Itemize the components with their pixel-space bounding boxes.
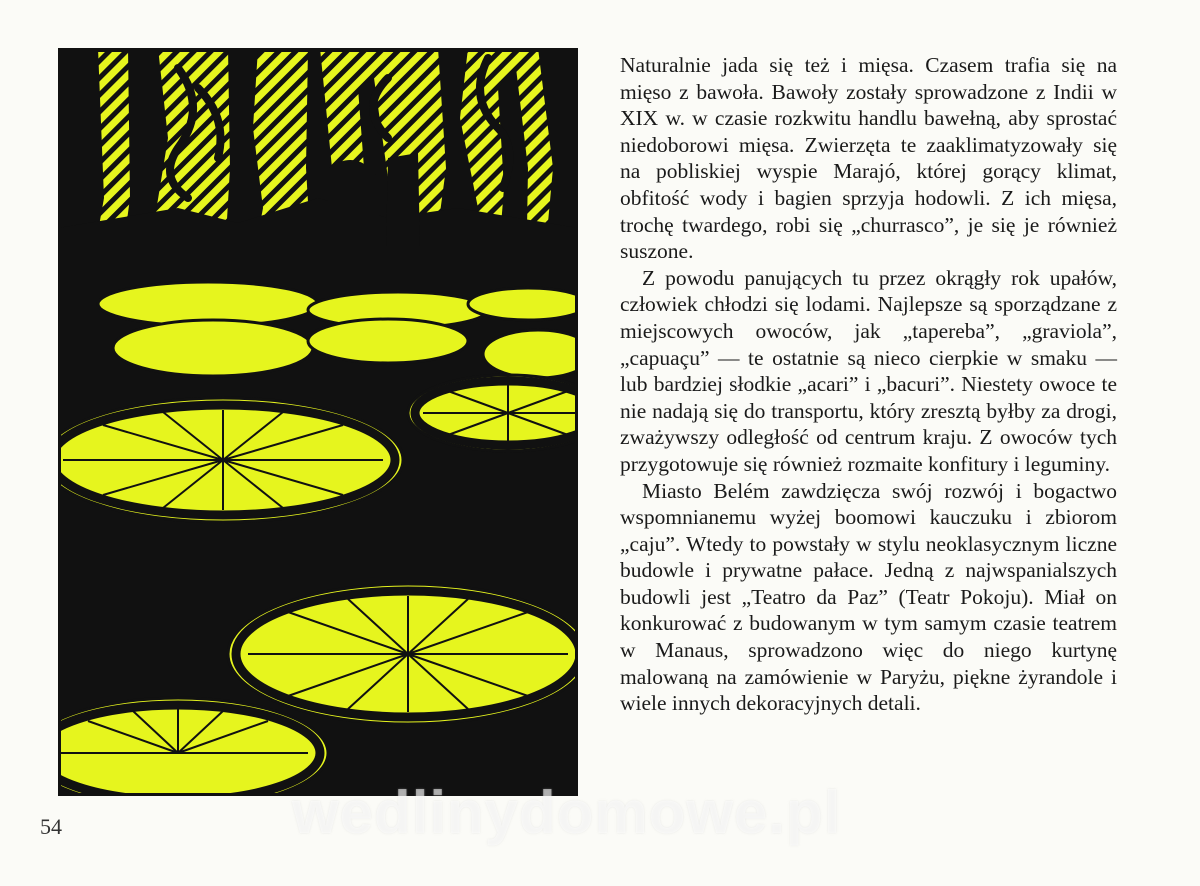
paragraph-belem: Miasto Belém zawdzięcza swój rozwój i bogactwo wspomnianemu wyżej boomowi kauczuku i zbiorom „caju”. Wtedy to powstały w stylu neoklasycznym liczne budowle i prywatne pałace. Jedną z najwspanialszych budowli jest „Teatro da Paz” (Teatr Pokoju). Miał on konkurować z budowanym w tym samym czasie teatrem w Manaus, sprowadzono więc do niego kurtynę malowaną na zamówienie w Paryżu, piękne żyrandole i wiele innych dekoracyjnych detali. <box>620 478 1117 716</box>
water-lily-illustration <box>58 48 578 796</box>
watermark: wedlinydomowe.pl <box>292 779 842 846</box>
page-number: 54 <box>40 814 62 839</box>
article-text <box>620 52 1117 717</box>
water-lily-artwork <box>58 48 578 796</box>
paragraph-meat: Naturalnie jada się też i mięsa. Czasem trafia się na mięso z bawoła. Bawoły zostały sprowadzone z Indii w XIX w. w czasie rozkwitu handlu bawełną, aby sprostać niedoborowi mięsa. Zwierzęta te zaaklimatyzowały się na pobliskiej wyspie Marajó, której gorący klimat, obfitość wody i bagien sprzyja hodowli. Z ich mięsa, trochę twardego, robi się „churrasco”, je się je również suszone. <box>620 53 1117 264</box>
paragraph-ice-cream: Z powodu panujących tu przez okrągły rok upałów, człowiek chłodzi się lodami. Najlepsze są sporządzane z miejscowych owoców, jak „tapereba”, „graviola”, „capuaçu” — te ostatnie są nieco cierpkie w smaku — lub bardziej słodkie „acari” i „bacuri”. Niestety owoce te nie nadają się do transportu, który zresztą byłby za drogi, zważywszy odległość od centrum kraju. Z owoców tych przygotowuje się również rozmaite konfitury i leguminy. <box>620 265 1117 476</box>
